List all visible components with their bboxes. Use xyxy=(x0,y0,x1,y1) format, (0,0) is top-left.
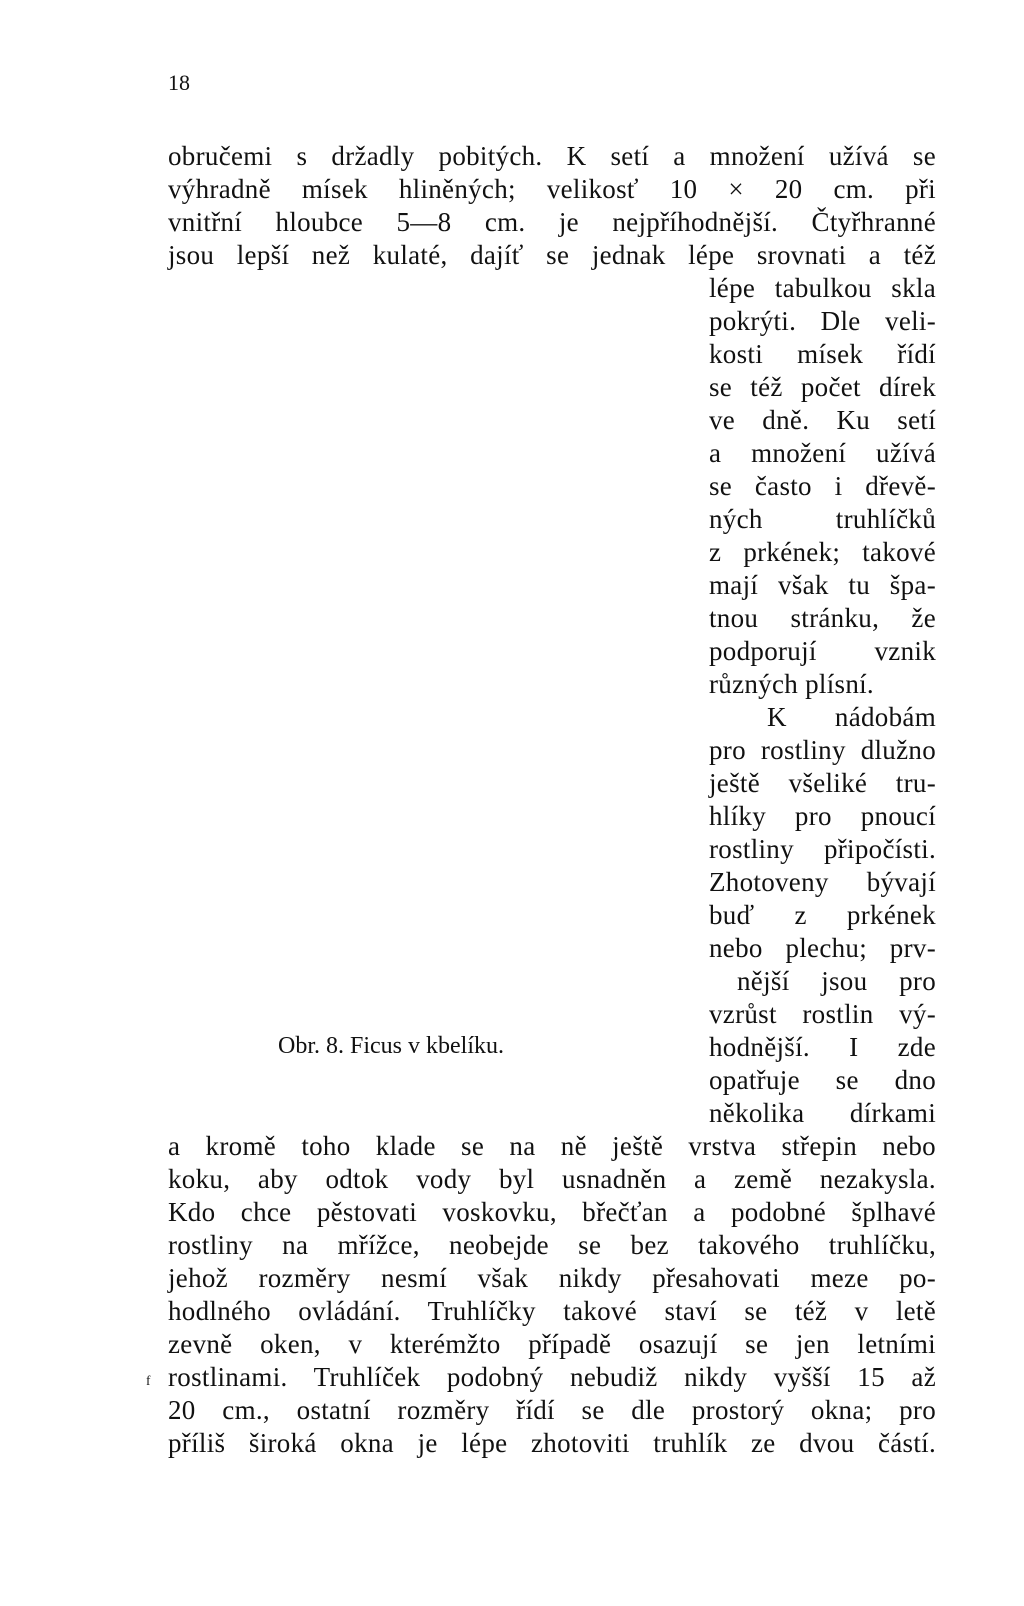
text-line: kosti mísek řídí xyxy=(709,339,936,369)
text-line: obručemi s držadly pobitých. K setí a množení užívá se xyxy=(168,141,936,171)
text-line: ještě všeliké tru- xyxy=(709,768,936,798)
figure-area xyxy=(168,300,678,1020)
text-line: a množení užívá xyxy=(709,438,936,468)
page-number: 18 xyxy=(168,70,190,95)
text-line: pokrýti. Dle veli- xyxy=(709,306,936,336)
text-line: Kdo chce pěstovati voskovku, břečťan a podobné šplhavé xyxy=(168,1197,936,1227)
text-line: buď z prkének xyxy=(709,900,936,930)
text-line: rostliny připočísti. xyxy=(709,834,936,864)
margin-mark: ᶠ xyxy=(146,1371,151,1396)
text-line: příliš široká okna je lépe zhotoviti truhlík ze dvou částí. xyxy=(168,1428,936,1458)
text-line: a kromě toho klade se na ně ještě vrstva střepin nebo xyxy=(168,1131,936,1161)
text-line: hlíky pro pnoucí xyxy=(709,801,936,831)
text-line: z prkének; takové xyxy=(709,537,936,567)
text-line: pro rostliny dlužno xyxy=(709,735,936,765)
text-line: jehož rozměry nesmí však nikdy přesahovati meze po- xyxy=(168,1263,936,1293)
text-line: koku, aby odtok vody byl usnadněn a země nezakysla. xyxy=(168,1164,936,1194)
text-line: K nádobám xyxy=(767,702,936,732)
text-line: se často i dřevě- xyxy=(709,471,936,501)
text-line: nější jsou pro xyxy=(737,966,936,996)
text-line: opatřuje se dno xyxy=(709,1065,936,1095)
text-line: vzrůst rostlin vý- xyxy=(709,999,936,1029)
text-line: jsou lepší než kulaté, dajíť se jednak lépe srovnati a též xyxy=(168,240,936,270)
text-line: nebo plechu; prv- xyxy=(709,933,936,963)
text-line: tnou stránku, že xyxy=(709,603,936,633)
text-line: mají však tu špa- xyxy=(709,570,936,600)
text-line: hodnější. I zde xyxy=(709,1032,936,1062)
text-line: ných truhlíčků xyxy=(709,504,936,534)
text-line: zevně oken, v kterémžto případě osazují se jen letními xyxy=(168,1329,936,1359)
figure-caption: Obr. 8. Ficus v kbelíku. xyxy=(278,1033,504,1059)
text-line: rostlinami. Truhlíček podobný nebudiž nikdy vyšší 15 až xyxy=(168,1362,936,1392)
text-line: se též počet dírek xyxy=(709,372,936,402)
text-line: několika dírkami xyxy=(709,1098,936,1128)
text-line: vnitřní hloubce 5—8 cm. je nejpříhodnější. Čtyřhranné xyxy=(168,207,936,237)
text-line: lépe tabulkou skla xyxy=(709,273,936,303)
text-line: Zhotoveny bývají xyxy=(709,867,936,897)
text-line: rostliny na mřížce, neobejde se bez takového truhlíčku, xyxy=(168,1230,936,1260)
text-line: 20 cm., ostatní rozměry řídí se dle prostorý okna; pro xyxy=(168,1395,936,1425)
text-line: různých plísní. xyxy=(709,669,874,699)
text-line: ve dně. Ku setí xyxy=(709,405,936,435)
text-line: výhradně mísek hliněných; velikosť 10 × 20 cm. při xyxy=(168,174,936,204)
text-line: hodlného ovládání. Truhlíčky takové staví se též v letě xyxy=(168,1296,936,1326)
text-line: podporují vznik xyxy=(709,636,936,666)
